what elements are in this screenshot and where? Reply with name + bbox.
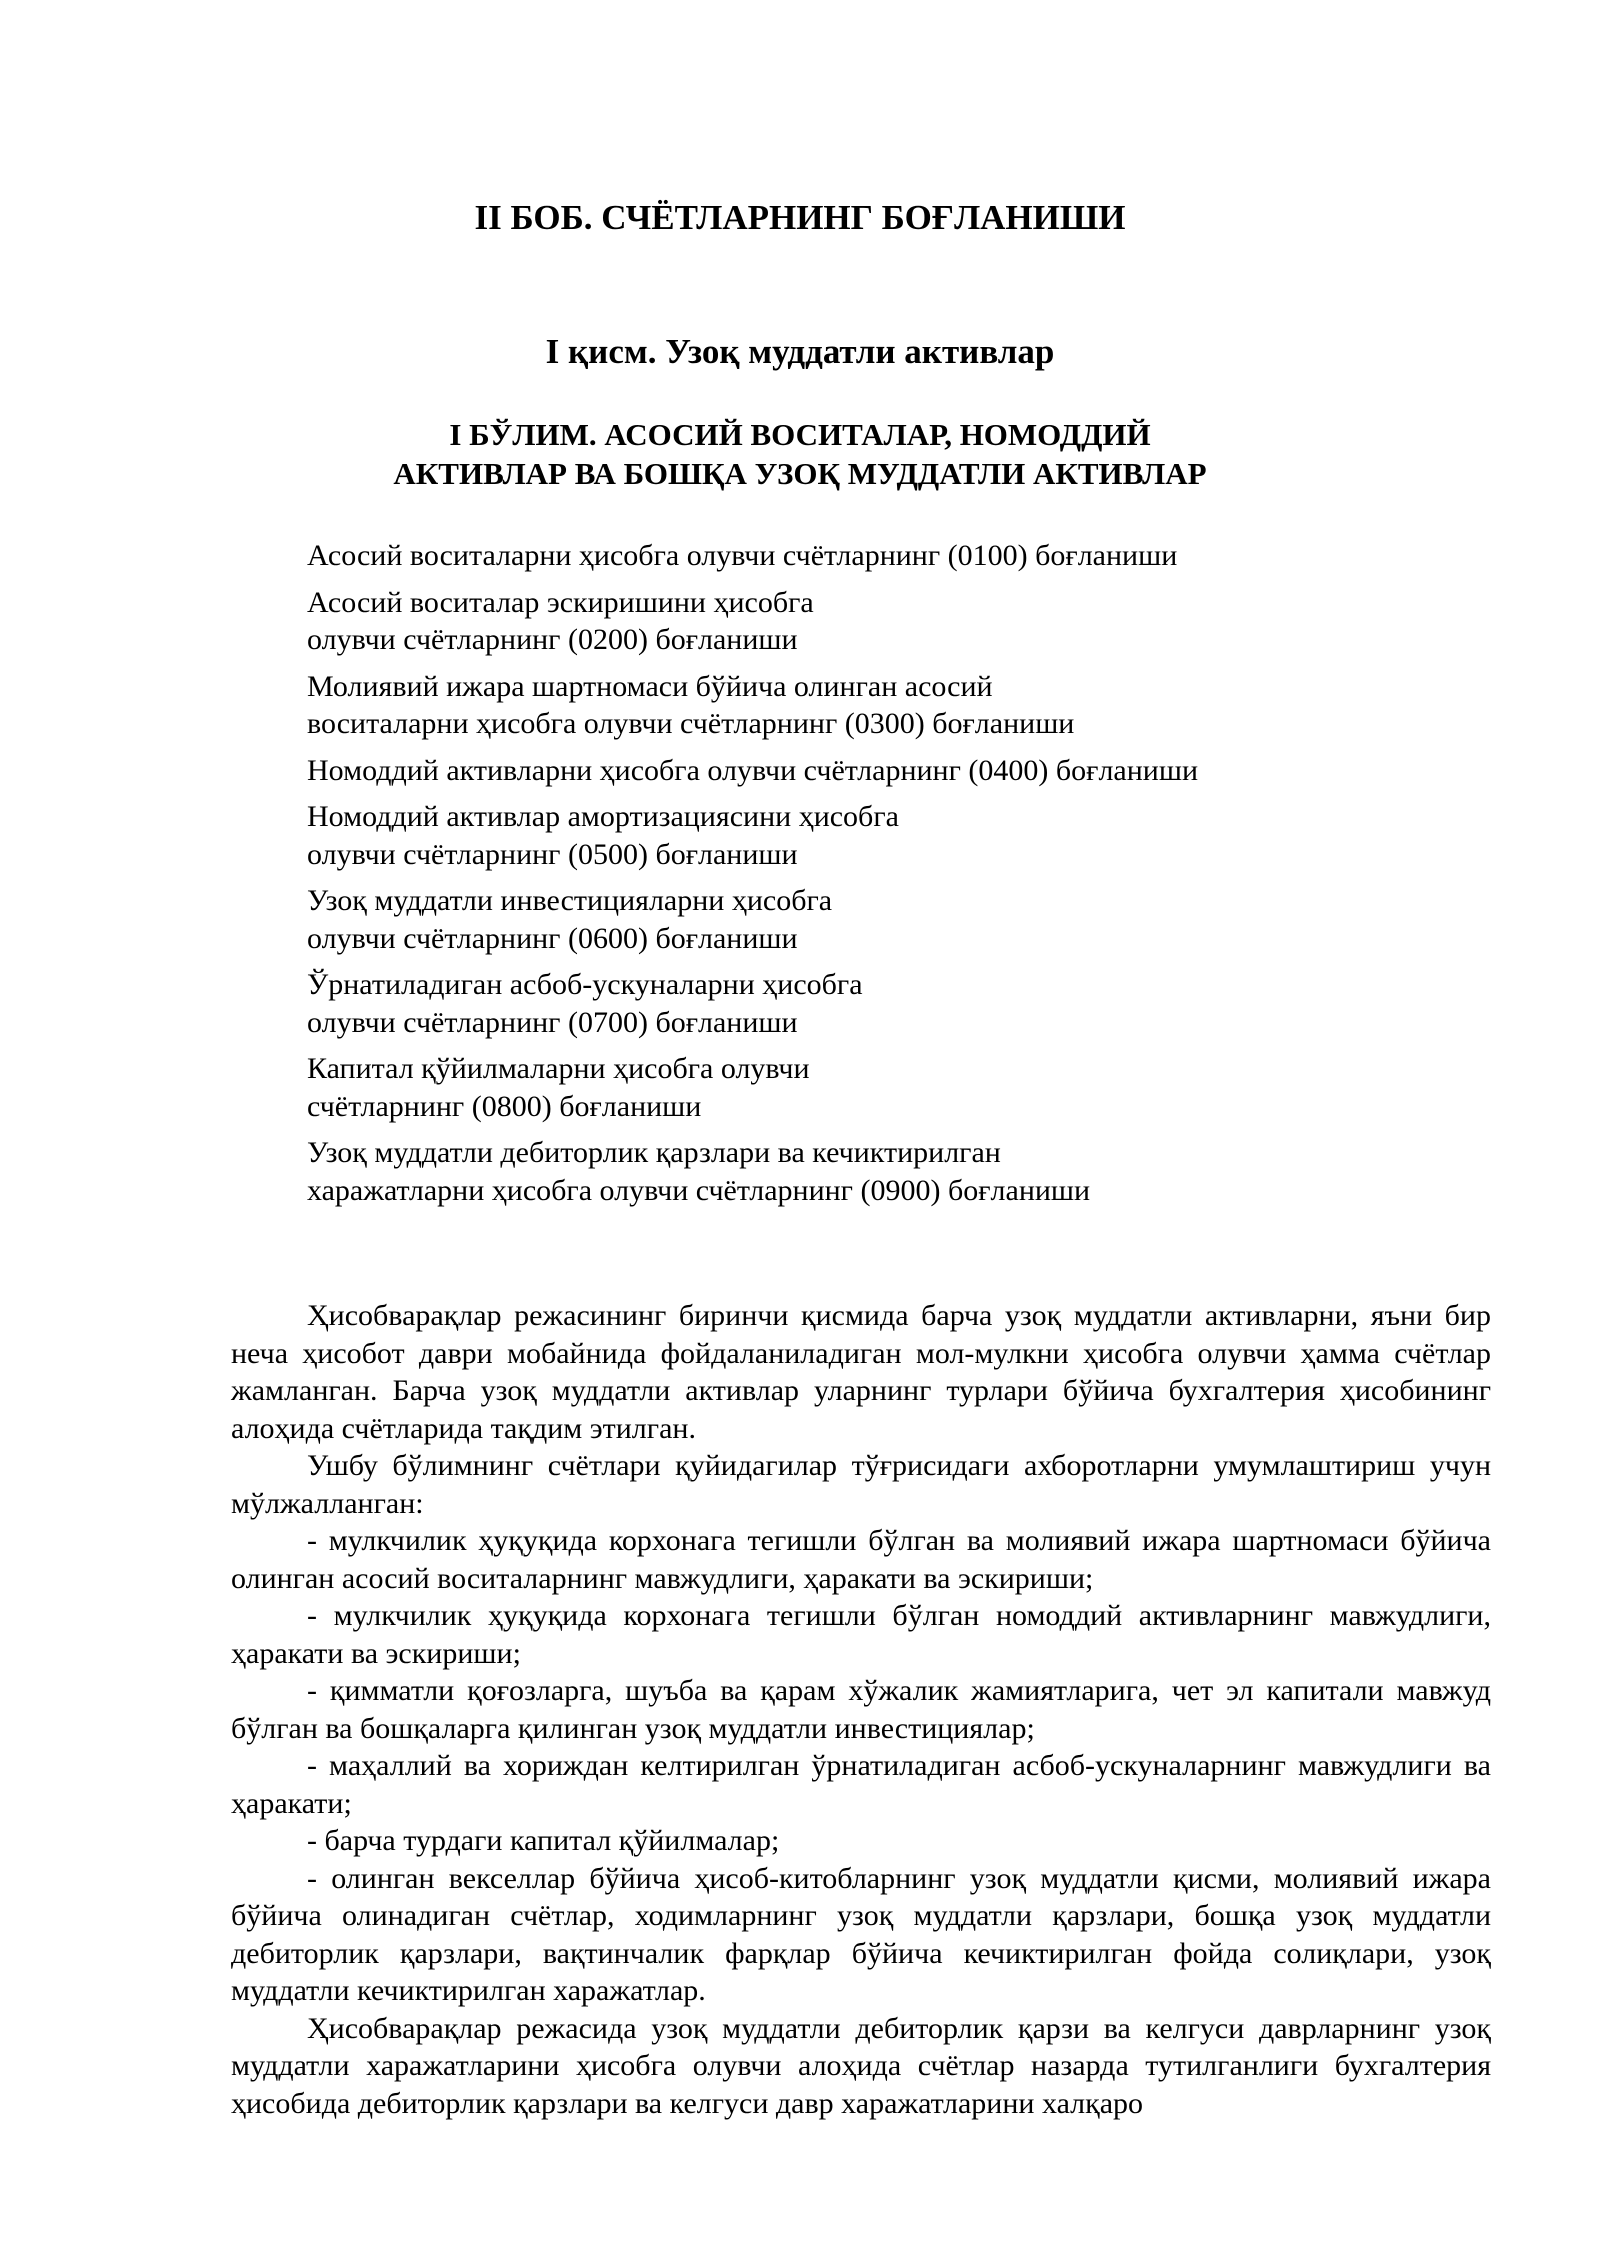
contents-line: Номоддий активлар амортизациясини ҳисобга (307, 800, 899, 833)
list-item: - қимматли қоғозларга, шуъба ва қарам хўжалик жамиятларига, чет эл капитали мавжуд бўлган ва бошқаларга қилинган узоқ муддатли инвестициялар; (231, 1674, 1491, 1745)
chapter-title: II БОБ. СЧЁТЛАРНИНГ БОҒЛАНИШИ (474, 198, 1126, 237)
contents-item-0700 (307, 966, 1507, 1041)
contents-line: Ўрнатиладиган асбоб-ускуналарни ҳисобга (307, 968, 863, 1001)
list-item: - барча турдаги капитал қўйилмалар; (307, 1824, 780, 1857)
contents-line: Узоқ муддатли дебиторлик қарзлари ва кечиктирилган (307, 1136, 1001, 1169)
paragraph: Ҳисобварақлар режасининг биринчи қисмида барча узоқ муддатли активларни, яъни бир неча ҳисобот даври мобайнида фойдаланиладиган мол-мулкни ҳисобга олувчи ҳамма счётлар жамланган. Барча узоқ муддатли активлар уларнинг турлари бўйича бухгалтерия ҳисобининг алоҳида счётларида тақдим этилган. (231, 1299, 1491, 1445)
contents-line: Асосий воситалар эскиришини ҳисобга (307, 585, 814, 619)
contents-line: Асосий воситаларни ҳисобга олувчи счётларнинг (0100) боғланиши (307, 539, 1178, 572)
paragraph: Ҳисобварақлар режасида узоқ муддатли дебиторлик қарзи ва келгуси даврларнинг узоқ муддатли харажатларини ҳисобга олувчи алоҳида счётлар назарда тутилганлиги бухгалтерия ҳисобида дебиторлик қарзлари ва келгуси давр харажатларини халқаро (231, 2011, 1491, 2120)
contents-item-0200 (307, 584, 1507, 659)
part-title: I қисм. Узоқ муддатли активлар (545, 332, 1055, 371)
section-title-line-2: АКТИВЛАР ВА БОШҚА УЗОҚ МУДДАТЛИ АКТИВЛАР (393, 456, 1207, 491)
contents-line: Капитал қўйилмаларни ҳисобга олувчи (307, 1052, 810, 1085)
contents-line: олувчи счётларнинг (0600) боғланиши (307, 921, 798, 955)
contents-line: воситаларни ҳисобга олувчи счётларнинг (0300) боғланиши (307, 707, 1075, 740)
paragraph: Ушбу бўлимнинг счётлари қуйидагилар тўғрисидаги ахборотларни умумлаштириш учун мўлжалланган: (231, 1449, 1491, 1520)
list-item: - мулкчилик ҳуқуқида корхонага тегишли бўлган номоддий активларнинг мавжудлиги, ҳаракати ва эскириши; (231, 1599, 1491, 1670)
contents-item-0900 (307, 1134, 1507, 1209)
contents-line: олувчи счётларнинг (0500) боғланиши (307, 837, 798, 871)
contents-item-0600 (307, 882, 1507, 957)
contents-item-0400 (307, 752, 1507, 790)
list-item: - маҳаллий ва хориждан келтирилган ўрнатиладиган асбоб-ускуналарнинг мавжудлиги ва ҳаракати; (231, 1749, 1491, 1820)
contents-line: Молиявий ижара шартномаси бўйича олинган асосий (307, 669, 993, 703)
list-item: - мулкчилик ҳуқуқида корхонага тегишли бўлган ва молиявий ижара шартномаси бўйича олинган асосий воситаларнинг мавжудлиги, ҳаракати ва эскириши; (231, 1524, 1491, 1595)
section-title-line-1: I БЎЛИМ. АСОСИЙ ВОСИТАЛАР, НОМОДДИЙ (449, 417, 1151, 452)
contents-item-0300 (307, 668, 1507, 743)
contents-line: Узоқ муддатли инвестицияларни ҳисобга (307, 884, 833, 917)
contents-item-0100 (307, 537, 1507, 575)
contents-list (307, 537, 1507, 1218)
contents-item-0500 (307, 798, 1507, 873)
contents-item-0800 (307, 1050, 1507, 1125)
section-title (0, 415, 1600, 493)
contents-line: олувчи счётларнинг (0200) боғланиши (307, 623, 798, 656)
contents-line: Номоддий активларни ҳисобга олувчи счётларнинг (0400) боғланиши (307, 753, 1199, 787)
contents-line: счётларнинг (0800) боғланиши (307, 1089, 702, 1123)
contents-line: олувчи счётларнинг (0700) боғланиши (307, 1005, 798, 1039)
list-item: - олинган векселлар бўйича ҳисоб-китобларнинг узоқ муддатли қисми, молиявий ижара бўйича олинадиган счётлар, ходимларнинг узоқ муддатли қарзлари, бошқа узоқ муддатли дебиторлик қарзлари, вақтинчалик фарқлар бўйича кечиктирилган фойда солиқлари, узоқ муддатли кечиктирилган харажатлар. (231, 1861, 1491, 2007)
body-text (231, 1297, 1491, 2122)
contents-line: харажатларни ҳисобга олувчи счётларнинг (0900) боғланиши (307, 1173, 1091, 1207)
